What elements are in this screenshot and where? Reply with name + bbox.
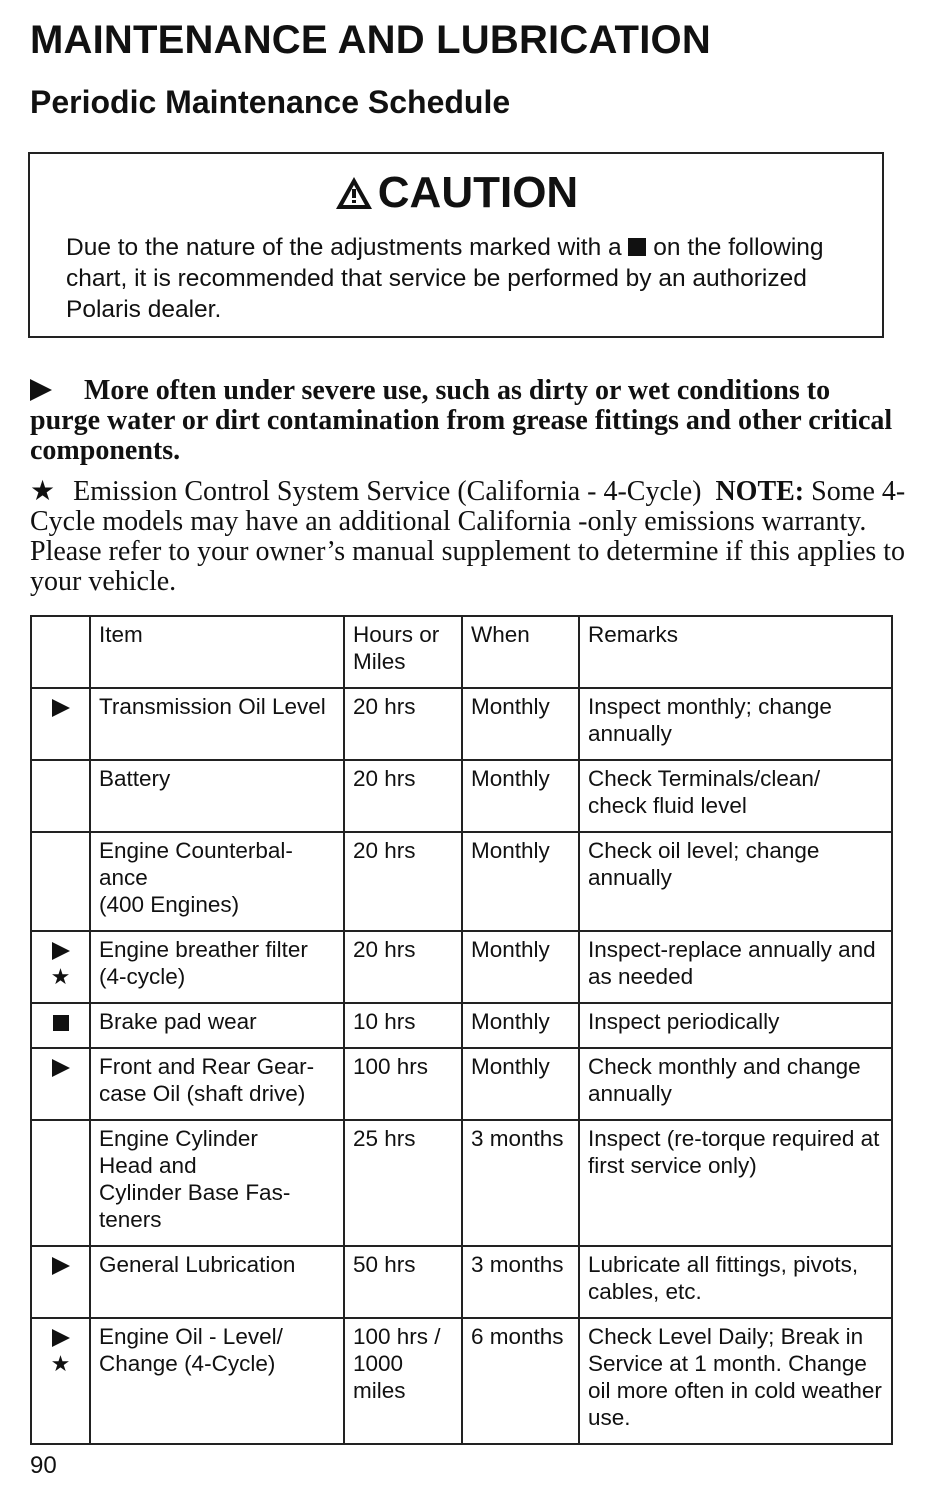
symbol-cell [31, 760, 90, 832]
page-subtitle: Periodic Maintenance Schedule [30, 84, 511, 120]
symbol-cell [31, 832, 90, 931]
symbol-cell [31, 1120, 90, 1246]
severe-use-triangle-icon [32, 936, 89, 963]
severe-use-triangle-icon [32, 1323, 89, 1350]
item-cell: Brake pad wear [90, 1003, 344, 1048]
symbol-cell [31, 1246, 90, 1318]
severe-use-text: More often under severe use, such as dirty or wet conditions to purge water or dirt contamination from grease fittings and other critical components. [30, 375, 893, 466]
symbol-cell [31, 1003, 90, 1048]
hours-cell: 20 hrs [344, 931, 462, 1003]
when-cell: 3 months [462, 1120, 579, 1246]
warning-triangle-icon [334, 175, 374, 211]
item-cell: Engine Cylinder Head and Cylinder Base Fas- teners [90, 1120, 344, 1246]
when-cell: 3 months [462, 1246, 579, 1318]
emission-star-icon: ★ [50, 964, 71, 989]
remarks-cell: Lubricate all fittings, pivots, cables, etc. [579, 1246, 892, 1318]
caution-heading-text: CAUTION [377, 168, 579, 217]
hours-cell: 100 hrs / 1000 miles [344, 1318, 462, 1444]
remarks-cell: Check Terminals/clean/ check fluid level [579, 760, 892, 832]
table-row [31, 1246, 892, 1318]
remarks-cell: Inspect periodically [579, 1003, 892, 1048]
item-cell: General Lubrication [90, 1246, 344, 1318]
maintenance-schedule-table [30, 615, 893, 1445]
when-cell: Monthly [462, 688, 579, 760]
emission-star-icon: ★ [50, 1351, 71, 1376]
symbol-cell [31, 688, 90, 760]
item-cell: Battery [90, 760, 344, 832]
table-row [31, 688, 892, 760]
page-number: 90 [30, 1452, 57, 1479]
item-cell: Engine breather filter (4-cycle) [90, 931, 344, 1003]
table-row [31, 760, 892, 832]
emission-text: Emission Control System Service (California - 4-Cycle) [73, 476, 702, 507]
remarks-cell: Inspect (re-torque required at first service only) [579, 1120, 892, 1246]
hours-cell: 20 hrs [344, 760, 462, 832]
emission-star-icon: ★ [30, 476, 56, 507]
caution-text [66, 232, 856, 325]
item-cell: Transmission Oil Level [90, 688, 344, 760]
page-title: MAINTENANCE AND LUBRICATION [30, 18, 711, 62]
remarks-cell: Check Level Daily; Break in Service at 1 month. Change oil more often in cold weather use. [579, 1318, 892, 1444]
dealer-square-icon [628, 238, 646, 256]
table-body [31, 688, 892, 1444]
severe-use-triangle-icon [32, 1251, 89, 1278]
remarks-cell: Check monthly and change annually [579, 1048, 892, 1120]
header-item: Item [90, 616, 344, 688]
remarks-cell: Inspect-replace annually and as needed [579, 931, 892, 1003]
table-header-row [31, 616, 892, 688]
when-cell: Monthly [462, 832, 579, 931]
hours-cell: 25 hrs [344, 1120, 462, 1246]
item-cell: Engine Oil - Level/ Change (4-Cycle) [90, 1318, 344, 1444]
when-cell: Monthly [462, 760, 579, 832]
table-row [31, 832, 892, 931]
table-row [31, 1120, 892, 1246]
severe-use-triangle-icon [32, 1053, 89, 1080]
caution-box [28, 152, 884, 338]
item-cell: Front and Rear Gear- case Oil (shaft drive) [90, 1048, 344, 1120]
when-cell: 6 months [462, 1318, 579, 1444]
emission-note [30, 477, 910, 597]
emission-note-text: Some 4-Cycle models may have an additional California -only emissions warranty. Please refer to your owner’s manual supplement to determine if this applies to your vehicle. [30, 476, 906, 597]
header-when: When [462, 616, 579, 688]
item-cell: Engine Counterbal- ance (400 Engines) [90, 832, 344, 931]
hours-cell: 20 hrs [344, 688, 462, 760]
table-row [31, 931, 892, 1003]
symbol-cell [31, 1048, 90, 1120]
hours-cell: 20 hrs [344, 832, 462, 931]
header-hours: Hours or Miles [344, 616, 462, 688]
note-label: NOTE: [715, 476, 805, 507]
caution-heading [30, 168, 882, 218]
severe-use-triangle-icon [30, 379, 52, 401]
hours-cell: 10 hrs [344, 1003, 462, 1048]
symbol-cell [31, 931, 90, 1003]
table-row [31, 1003, 892, 1048]
when-cell: Monthly [462, 1003, 579, 1048]
when-cell: Monthly [462, 1048, 579, 1120]
header-symbol-cell [31, 616, 90, 688]
dealer-square-icon [32, 1008, 89, 1035]
caution-text-after: on the following chart, it is recommended that service be performed by an authorized Polaris dealer. [66, 234, 824, 323]
caution-text-before: Due to the nature of the adjustments marked with a [66, 234, 622, 261]
hours-cell: 50 hrs [344, 1246, 462, 1318]
header-remarks: Remarks [579, 616, 892, 688]
symbol-cell [31, 1318, 90, 1444]
when-cell: Monthly [462, 931, 579, 1003]
table-row [31, 1048, 892, 1120]
severe-use-note [30, 376, 900, 466]
hours-cell: 100 hrs [344, 1048, 462, 1120]
severe-use-triangle-icon [32, 693, 89, 720]
remarks-cell: Check oil level; change annually [579, 832, 892, 931]
remarks-cell: Inspect monthly; change annually [579, 688, 892, 760]
table-row [31, 1318, 892, 1444]
